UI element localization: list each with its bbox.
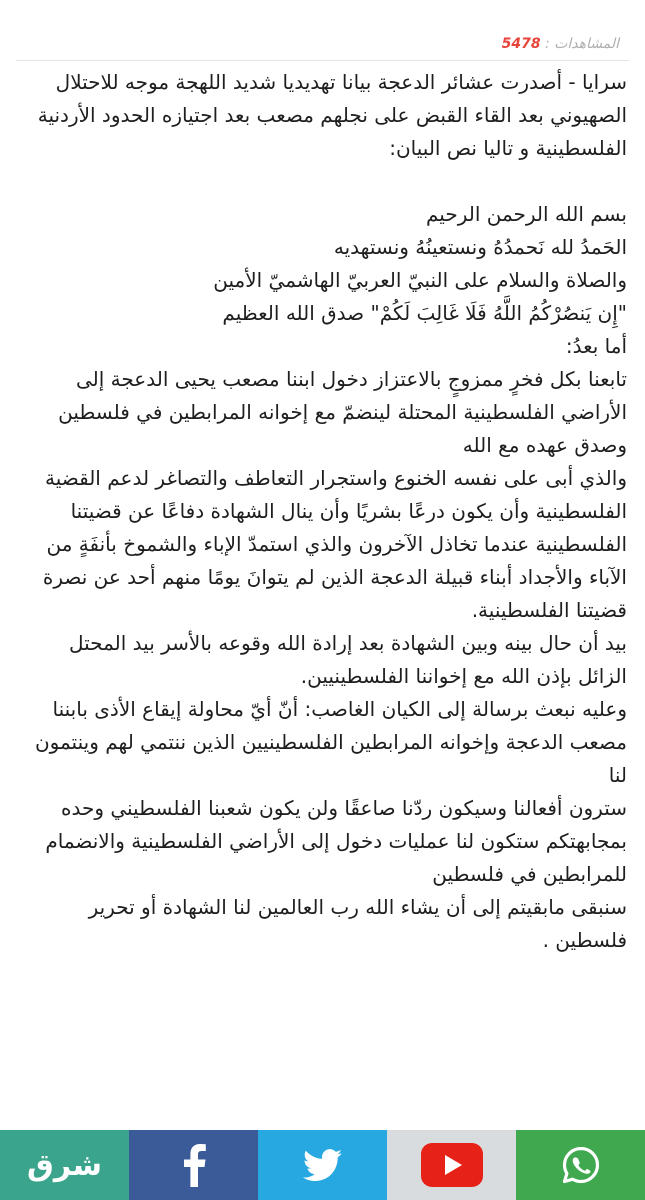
youtube-share-button[interactable] [387, 1130, 516, 1200]
statement-verse: "إِن يَنصُرْكُمُ اللَّهُ فَلَا غَالِبَ لَكُمْ" صدق الله العظيم [222, 301, 627, 325]
statement-salat: والصلاة والسلام على النبيّ العربيّ الهاشميّ الأمين [213, 268, 627, 292]
statement-paragraph-4: وعليه نبعث برسالة إلى الكيان الغاصب: أنّ أيّ محاولة إيقاع الأذى بابننا مصعب الدعجة وإخوانه المرابطين الفلسطينيين الذين ننتمي لهم وينتمون لنا [34, 697, 627, 787]
statement-amma-baad: أما بعدُ: [565, 334, 627, 358]
statement-paragraph-3: بيد أن حال بينه وبين الشهادة بعد إرادة الله وقوعه بالأسر بيد المحتل الزائل بإذن الله مع إخواننا الفلسطينيين. [69, 631, 627, 688]
statement-hamd: الحَمدُ لله نَحمدُهُ ونستعينُهُ ونستهديه [333, 235, 627, 259]
top-band [0, 0, 645, 20]
article-intro: سرايا - أصدرت عشائر الدعجة بيانا تهديديا شديد اللهجة موجه للاحتلال الصهيوني بعد القاء القبض على نجلهم مصعب بعد اجتيازه الحدود الأردنية الفلسطينية و تاليا نص البيان: [37, 70, 627, 160]
facebook-share-button[interactable] [129, 1130, 258, 1200]
views-label: المشاهدات : [545, 36, 619, 52]
views-count: 5478 [501, 36, 541, 52]
paragraph-gap [18, 165, 627, 198]
whatsapp-share-button[interactable] [516, 1130, 645, 1200]
article-body [18, 66, 627, 957]
youtube-icon [421, 1143, 483, 1187]
facebook-icon [181, 1143, 207, 1187]
whatsapp-icon [561, 1145, 601, 1185]
statement-paragraph-6: سنبقى مابقيتم إلى أن يشاء الله رب العالمين لنا الشهادة أو تحرير فلسطين . [88, 895, 627, 952]
statement-paragraph-5: سترون أفعالنا وسيكون ردّنا صاعقًا ولن يكون شعبنا الفلسطيني وحده بمجابهتكم ستكون لنا عمليات دخول إلى الأراضي الفلسطينية والانضمام للمرابطين في فلسطين [45, 796, 627, 886]
shareq-logo: شرق [27, 1147, 102, 1183]
statement-paragraph-2: والذي أبى على نفسه الخنوع واستجرار التعاطف والتصاغر لدعم القضية الفلسطينية وأن يكون درعًا بشريًا وأن ينال الشهادة دفاعًا عن قضيتنا الفلسطينية عندما تخاذل الآخرون والذي استمدّ الإباء والشموخ بأنفَةٍ من الآباء والأجداد أبناء قبيلة الدعجة الذين لم يتوانَ يومًا منهم أحد عن نصرة قضيتنا الفلسطينية. [42, 466, 627, 622]
statement-paragraph-1: تابعنا بكل فخرٍ ممزوجٍ بالاعتزاز دخول ابننا مصعب يحيى الدعجة إلى الأراضي الفلسطينية المحتلة لينضمّ مع إخوانه المرابطين في فلسطين وصدق عهده مع الله [58, 367, 627, 457]
twitter-share-button[interactable] [258, 1130, 387, 1200]
shareq-button[interactable] [0, 1130, 129, 1200]
statement-basmala: بسم الله الرحمن الرحيم [425, 202, 627, 226]
views-counter [502, 36, 619, 52]
header-divider [16, 60, 629, 61]
share-bar [0, 1130, 645, 1200]
twitter-icon [303, 1149, 343, 1182]
